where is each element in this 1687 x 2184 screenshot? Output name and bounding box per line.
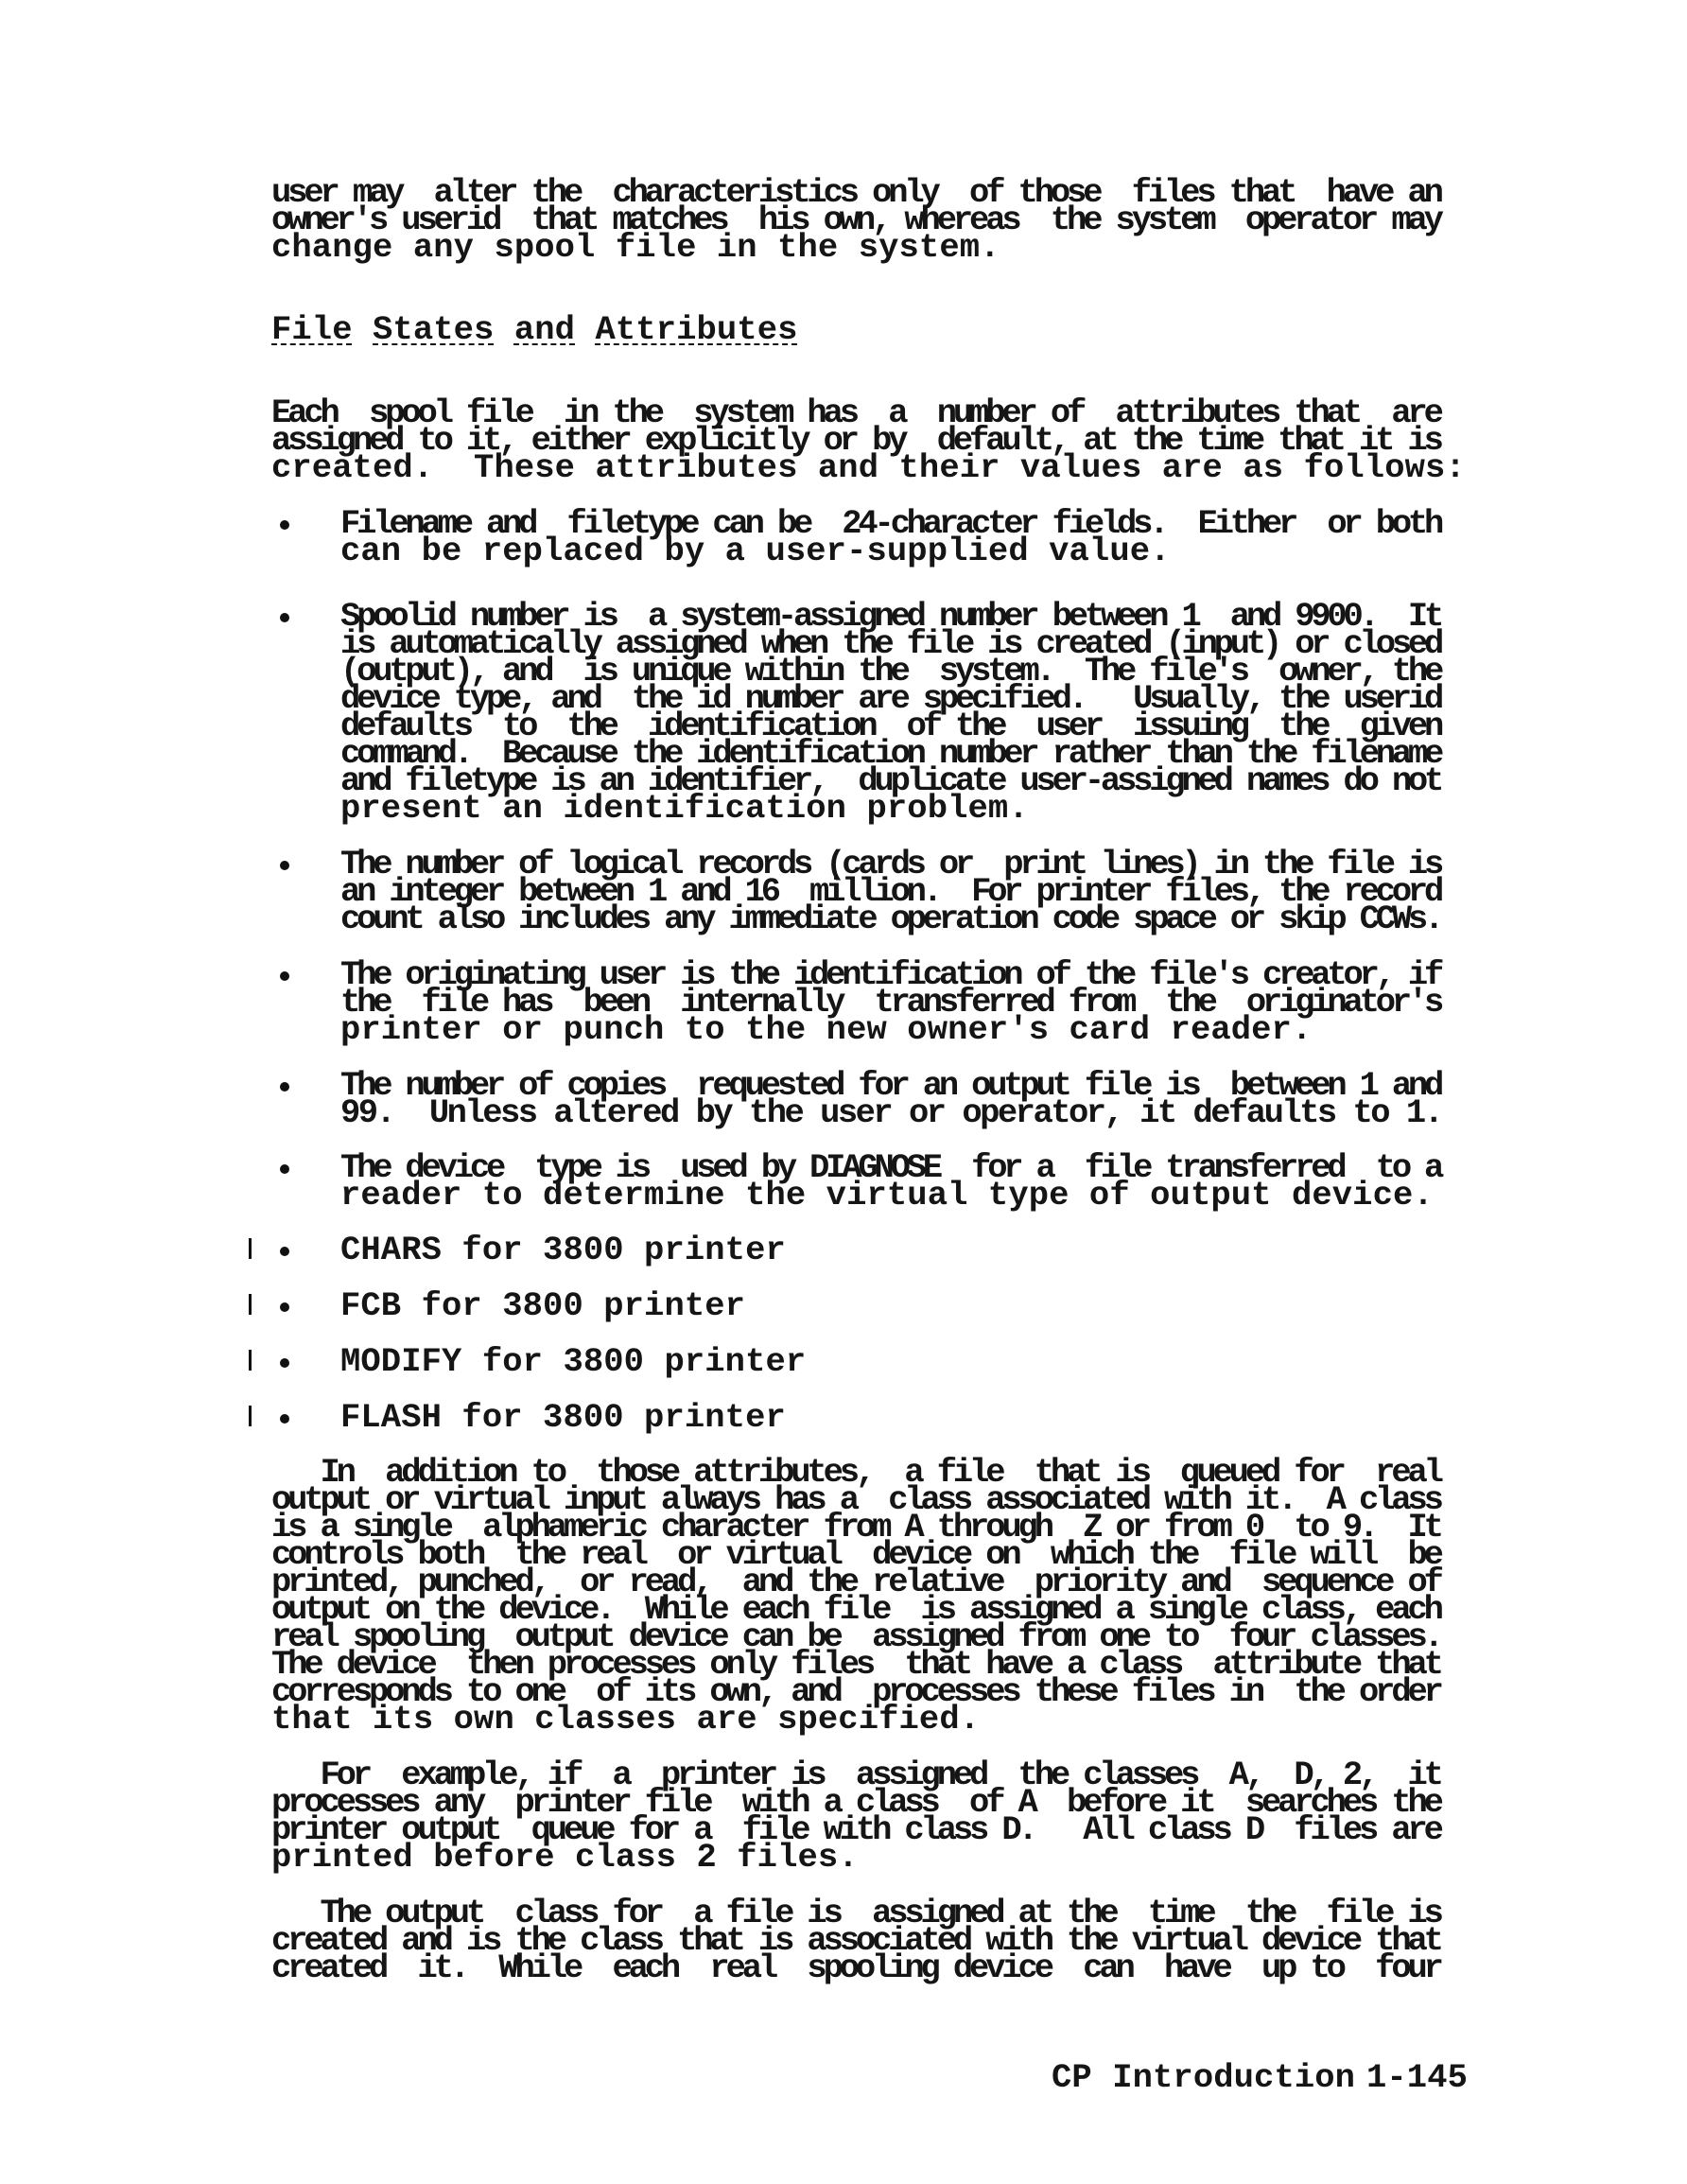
text-line: output on the device. While each file is assigned a single class, each [271,1590,1440,1629]
bullet-icon [280,613,289,622]
text-line: an integer between 1 and 16 million. For printer files, the record [340,872,1441,911]
revision-bar-icon [249,1350,252,1371]
text-line: change any spool file in the system. [271,228,1000,267]
heading-word: States [373,310,495,349]
text-line: The number of logical records (cards or print lines) in the file is [340,845,1441,883]
text-line: count also includes any immediate operation code space or skip CCWs. [340,900,1441,938]
text-line: (output), and is unique within the system. The file's owner, the [340,652,1441,690]
text-line: real spooling output device can be assigned from one to four classes. [271,1617,1440,1656]
text-line: present an identification problem. [340,789,1029,828]
bullet-icon [280,861,289,870]
text-line: created it. While each real spooling device can have up to four [271,1948,1440,1987]
text-line: printer or punch to the new owner's card reader. [340,1010,1313,1049]
revision-bar-icon [249,1294,252,1315]
text-line: printer output queue for a file with class D. All class D files are [271,1810,1440,1849]
footer-section-title: CP Introduction [1052,2058,1356,2097]
text-line: Spoolid number is a system-assigned number between 1 and 9900. It [340,597,1441,636]
heading-word: File [271,310,353,349]
text-line: The output class for a file is assigned at the time the file is [271,1894,1440,1932]
text-line: the file has been internally transferred from the originator's [340,983,1441,1022]
text-line: printed, punched, or read, and the relative priority and sequence of [271,1563,1440,1601]
text-line: For example, if a printer is assigned the classes A, D, 2, it [271,1756,1440,1794]
text-line: user may alter the characteristics only of those files that have an [271,173,1440,212]
section-heading [271,310,798,349]
text-line: reader to determine the virtual type of output device. [340,1176,1434,1214]
bullet-icon [280,1082,289,1092]
bullet-icon [280,520,289,530]
text-line: Each spool file in the system has a number of attributes that are [271,393,1440,432]
text-line: is a single alphameric character from A through Z or from 0 to 9. It [271,1508,1440,1546]
text-line: device type, and the id number are specified. Usually, the userid [340,679,1441,718]
text-line: 99. Unless altered by the user or operator, it defaults to 1. [340,1093,1442,1132]
text-line: is automatically assigned when the file is created (input) or closed [340,624,1441,663]
text-line: output or virtual input always has a class associated with it. A class [271,1480,1440,1519]
text-line: owner's userid that matches his own, whereas the system operator may [271,201,1440,239]
text-line: that its own classes are specified. [271,1700,981,1738]
text-line: assigned to it, either explicitly or by default, at the time that it is [271,421,1440,460]
revision-bar-icon [249,1238,252,1259]
text-line: CHARS for 3800 printer [340,1231,786,1269]
text-line: printed before class 2 files. [271,1838,859,1877]
text-line: created and is the class that is associated with the virtual device that [271,1921,1440,1960]
text-line: defaults to the identification of the user issuing the given [340,707,1441,745]
text-line: created. These attributes and their values are as follows: [271,448,1466,487]
bullet-icon [280,1164,289,1174]
text-line: command. Because the identification number rather than the filename [340,734,1441,773]
text-line: and filetype is an identifier, duplicate user-assigned names do not [340,761,1441,800]
text-line: The device then processes only files that have a class attribute that [271,1645,1440,1684]
text-line: In addition to those attributes, a file that is queued for real [271,1453,1440,1492]
text-line: The device type is used by DIAGNOSE for a file transferred to a [340,1148,1441,1187]
text-line: Filename and filetype can be 24-character fields. Either or both [340,504,1441,543]
bullet-icon [280,1247,289,1256]
text-line: MODIFY for 3800 printer [340,1342,807,1381]
text-line: The number of copies requested for an output file is between 1 and [340,1066,1441,1105]
text-line: FLASH for 3800 printer [340,1398,786,1437]
bullet-icon [280,1302,289,1312]
heading-word: and [513,310,576,349]
text-line: corresponds to one of its own, and processes these files in the order [271,1672,1440,1711]
text-line: controls both the real or virtual device on which the file will be [271,1535,1440,1574]
text-line: The originating user is the identification of the file's creator, if [340,955,1441,994]
text-line: can be replaced by a user-supplied value. [340,532,1171,570]
bullet-icon [280,1358,289,1368]
revision-bar-icon [249,1406,252,1426]
text-line: FCB for 3800 printer [340,1286,746,1325]
bullet-icon [280,1414,289,1424]
heading-word: Attributes [595,310,798,349]
footer-page-number: 1-145 [1366,2058,1469,2097]
text-line: processes any printer file with a class of A before it searches the [271,1783,1440,1822]
bullet-icon [280,971,289,981]
